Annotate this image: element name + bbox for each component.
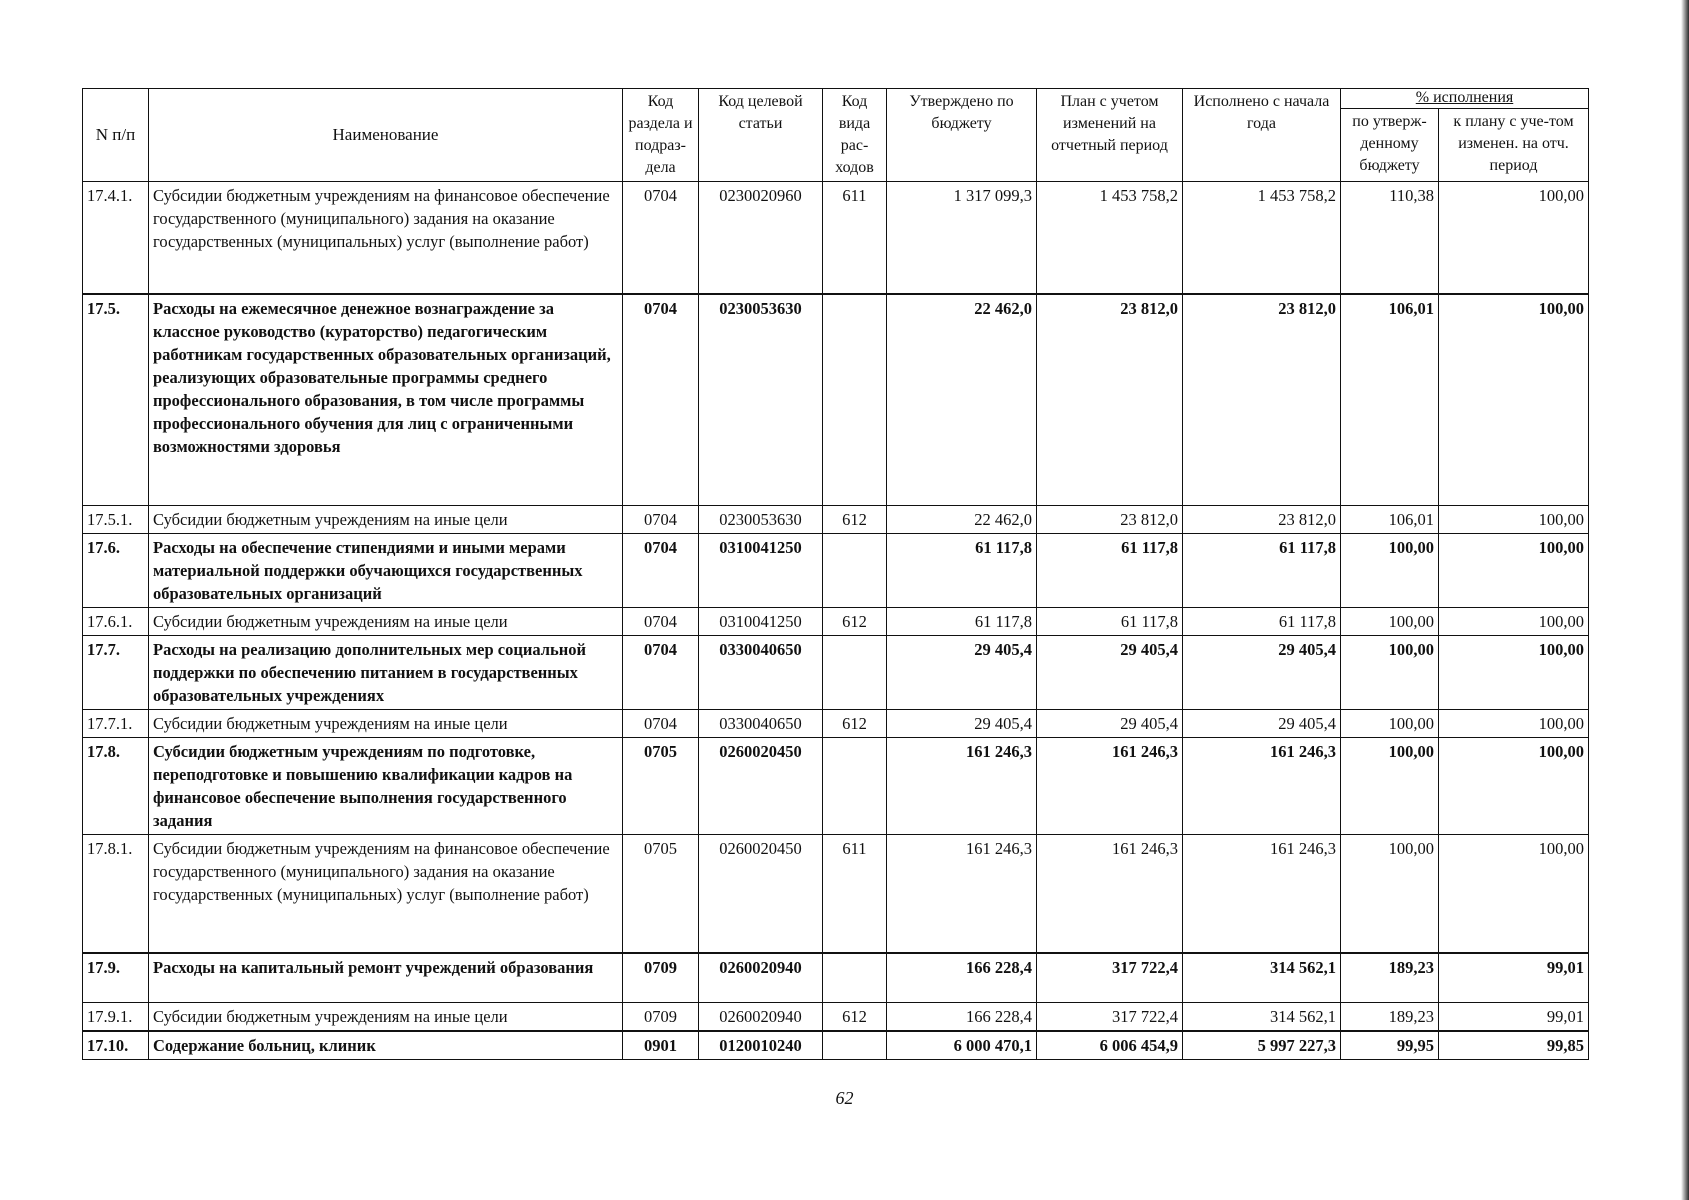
cell-tselevoy: 0260020450	[699, 738, 823, 835]
cell-razdel: 0704	[623, 294, 699, 506]
cell-no: 17.6.	[83, 534, 149, 608]
cell-ispolneno: 5 997 227,3	[1183, 1031, 1341, 1060]
col-header-utverzhdeno: Утверждено по бюджету	[887, 89, 1037, 182]
cell-name: Субсидии бюджетным учреждениям на иные цели	[149, 506, 623, 534]
cell-pct-budget: 100,00	[1341, 608, 1439, 636]
cell-pct-budget: 106,01	[1341, 506, 1439, 534]
cell-tselevoy: 0230053630	[699, 294, 823, 506]
cell-ispolneno: 23 812,0	[1183, 294, 1341, 506]
cell-no: 17.4.1.	[83, 182, 149, 294]
cell-no: 17.9.1.	[83, 1003, 149, 1032]
cell-name: Расходы на реализацию дополнительных мер социальной поддержки по обеспечению питанием в государственных образовательных учреждениях	[149, 636, 623, 710]
cell-razdel: 0704	[623, 710, 699, 738]
cell-tselevoy: 0260020940	[699, 1003, 823, 1032]
cell-razdel: 0704	[623, 182, 699, 294]
cell-name: Субсидии бюджетным учреждениям на иные цели	[149, 710, 623, 738]
cell-ispolneno: 314 562,1	[1183, 953, 1341, 1003]
col-header-name: Наименование	[149, 89, 623, 182]
cell-pct-budget: 100,00	[1341, 710, 1439, 738]
cell-vid: 612	[823, 608, 887, 636]
cell-utverzhdeno: 29 405,4	[887, 710, 1037, 738]
table-header	[83, 89, 1589, 182]
cell-name: Расходы на капитальный ремонт учреждений образования	[149, 953, 623, 1003]
pct-group-label: % исполнения	[1415, 89, 1514, 106]
cell-vid: 611	[823, 835, 887, 953]
cell-utverzhdeno: 161 246,3	[887, 835, 1037, 953]
cell-no: 17.9.	[83, 953, 149, 1003]
cell-tselevoy: 0260020940	[699, 953, 823, 1003]
cell-tselevoy: 0330040650	[699, 710, 823, 738]
cell-pct-plan: 100,00	[1439, 835, 1589, 953]
cell-razdel: 0704	[623, 534, 699, 608]
cell-vid	[823, 534, 887, 608]
cell-razdel: 0705	[623, 738, 699, 835]
table-row	[83, 182, 1589, 294]
cell-pct-plan: 99,01	[1439, 1003, 1589, 1032]
col-header-pct-group	[1341, 89, 1589, 109]
cell-name: Расходы на обеспечение стипендиями и иными мерами материальной поддержки обучающихся государственных образовательных организаций	[149, 534, 623, 608]
cell-name: Субсидии бюджетным учреждениям по подготовке, переподготовке и повышению квалификации кадров на финансовое обеспечение выполнения государственного задания	[149, 738, 623, 835]
col-header-pct-budget: по утверж-денному бюджету	[1341, 108, 1439, 181]
cell-no: 17.5.	[83, 294, 149, 506]
col-header-ispolneno: Исполнено с начала года	[1183, 89, 1341, 182]
cell-pct-budget: 106,01	[1341, 294, 1439, 506]
cell-pct-plan: 100,00	[1439, 506, 1589, 534]
cell-pct-budget: 110,38	[1341, 182, 1439, 294]
col-header-tselevoy: Код целевой статьи	[699, 89, 823, 182]
document-page	[82, 88, 1588, 1060]
page-number: 62	[835, 1088, 854, 1108]
cell-vid: 612	[823, 1003, 887, 1032]
cell-pct-budget: 99,95	[1341, 1031, 1439, 1060]
cell-utverzhdeno: 29 405,4	[887, 636, 1037, 710]
cell-razdel: 0704	[623, 506, 699, 534]
cell-pct-plan: 100,00	[1439, 534, 1589, 608]
cell-pct-budget: 100,00	[1341, 534, 1439, 608]
cell-utverzhdeno: 6 000 470,1	[887, 1031, 1037, 1060]
cell-pct-budget: 189,23	[1341, 1003, 1439, 1032]
cell-ispolneno: 29 405,4	[1183, 710, 1341, 738]
cell-ispolneno: 23 812,0	[1183, 506, 1341, 534]
cell-tselevoy: 0120010240	[699, 1031, 823, 1060]
cell-no: 17.7.	[83, 636, 149, 710]
col-header-vid: Код вида рас-ходов	[823, 89, 887, 182]
table-row	[83, 506, 1589, 534]
cell-pct-plan: 100,00	[1439, 738, 1589, 835]
col-header-plan: План с учетом изменений на отчетный период	[1037, 89, 1183, 182]
cell-utverzhdeno: 166 228,4	[887, 1003, 1037, 1032]
cell-vid	[823, 738, 887, 835]
cell-razdel: 0901	[623, 1031, 699, 1060]
cell-pct-budget: 100,00	[1341, 636, 1439, 710]
cell-utverzhdeno: 22 462,0	[887, 294, 1037, 506]
cell-ispolneno: 61 117,8	[1183, 608, 1341, 636]
col-header-razdel: Код раздела и подраз-дела	[623, 89, 699, 182]
table-body	[83, 182, 1589, 1060]
cell-razdel: 0704	[623, 608, 699, 636]
table-row	[83, 636, 1589, 710]
cell-pct-plan: 100,00	[1439, 710, 1589, 738]
table-row	[83, 835, 1589, 953]
col-header-pct-plan: к плану с уче-том изменен. на отч. период	[1439, 108, 1589, 181]
cell-utverzhdeno: 166 228,4	[887, 953, 1037, 1003]
cell-vid	[823, 953, 887, 1003]
cell-vid	[823, 294, 887, 506]
cell-plan: 29 405,4	[1037, 636, 1183, 710]
cell-vid: 612	[823, 506, 887, 534]
table-row	[83, 953, 1589, 1003]
cell-ispolneno: 161 246,3	[1183, 738, 1341, 835]
cell-no: 17.10.	[83, 1031, 149, 1060]
cell-name: Субсидии бюджетным учреждениям на иные цели	[149, 1003, 623, 1032]
cell-ispolneno: 61 117,8	[1183, 534, 1341, 608]
cell-utverzhdeno: 61 117,8	[887, 534, 1037, 608]
cell-no: 17.5.1.	[83, 506, 149, 534]
cell-ispolneno: 314 562,1	[1183, 1003, 1341, 1032]
cell-plan: 1 453 758,2	[1037, 182, 1183, 294]
scan-edge-shadow	[1681, 0, 1689, 1200]
cell-pct-plan: 100,00	[1439, 608, 1589, 636]
cell-name: Содержание больниц, клиник	[149, 1031, 623, 1060]
cell-ispolneno: 1 453 758,2	[1183, 182, 1341, 294]
cell-razdel: 0709	[623, 953, 699, 1003]
cell-pct-budget: 189,23	[1341, 953, 1439, 1003]
table-row	[83, 1003, 1589, 1032]
cell-tselevoy: 0230053630	[699, 506, 823, 534]
cell-pct-plan: 100,00	[1439, 294, 1589, 506]
cell-name: Расходы на ежемесячное денежное вознаграждение за классное руководство (кураторство) педагогическим работникам государственных образовательных организаций, реализующих образовательные программы среднего профессионального образования, в том числе программы профессионального обучения для лиц с ограниченными возможностями здоровья	[149, 294, 623, 506]
cell-pct-budget: 100,00	[1341, 835, 1439, 953]
cell-plan: 317 722,4	[1037, 953, 1183, 1003]
cell-plan: 6 006 454,9	[1037, 1031, 1183, 1060]
cell-tselevoy: 0230020960	[699, 182, 823, 294]
cell-no: 17.7.1.	[83, 710, 149, 738]
table-row	[83, 738, 1589, 835]
cell-pct-budget: 100,00	[1341, 738, 1439, 835]
budget-execution-table	[82, 88, 1589, 1060]
cell-tselevoy: 0310041250	[699, 534, 823, 608]
cell-no: 17.6.1.	[83, 608, 149, 636]
col-header-no: N п/п	[83, 89, 149, 182]
table-row	[83, 608, 1589, 636]
cell-tselevoy: 0330040650	[699, 636, 823, 710]
table-row	[83, 294, 1589, 506]
cell-name: Субсидии бюджетным учреждениям на финансовое обеспечение государственного (муниципального) задания на оказание государственных (муниципальных) услуг (выполнение работ)	[149, 182, 623, 294]
cell-no: 17.8.	[83, 738, 149, 835]
cell-razdel: 0705	[623, 835, 699, 953]
cell-ispolneno: 29 405,4	[1183, 636, 1341, 710]
cell-pct-plan: 99,85	[1439, 1031, 1589, 1060]
cell-razdel: 0704	[623, 636, 699, 710]
cell-utverzhdeno: 1 317 099,3	[887, 182, 1037, 294]
table-row	[83, 534, 1589, 608]
cell-name: Субсидии бюджетным учреждениям на финансовое обеспечение государственного (муниципального) задания на оказание государственных (муниципальных) услуг (выполнение работ)	[149, 835, 623, 953]
cell-utverzhdeno: 161 246,3	[887, 738, 1037, 835]
cell-vid: 612	[823, 710, 887, 738]
cell-vid: 611	[823, 182, 887, 294]
cell-plan: 29 405,4	[1037, 710, 1183, 738]
cell-ispolneno: 161 246,3	[1183, 835, 1341, 953]
cell-utverzhdeno: 61 117,8	[887, 608, 1037, 636]
cell-pct-plan: 100,00	[1439, 182, 1589, 294]
table-row	[83, 1031, 1589, 1060]
cell-plan: 23 812,0	[1037, 294, 1183, 506]
cell-tselevoy: 0310041250	[699, 608, 823, 636]
cell-plan: 23 812,0	[1037, 506, 1183, 534]
cell-vid	[823, 1031, 887, 1060]
cell-name: Субсидии бюджетным учреждениям на иные цели	[149, 608, 623, 636]
cell-razdel: 0709	[623, 1003, 699, 1032]
cell-plan: 317 722,4	[1037, 1003, 1183, 1032]
cell-no: 17.8.1.	[83, 835, 149, 953]
cell-plan: 161 246,3	[1037, 835, 1183, 953]
cell-pct-plan: 99,01	[1439, 953, 1589, 1003]
cell-plan: 61 117,8	[1037, 608, 1183, 636]
table-row	[83, 710, 1589, 738]
cell-vid	[823, 636, 887, 710]
cell-pct-plan: 100,00	[1439, 636, 1589, 710]
cell-utverzhdeno: 22 462,0	[887, 506, 1037, 534]
cell-plan: 61 117,8	[1037, 534, 1183, 608]
cell-tselevoy: 0260020450	[699, 835, 823, 953]
cell-plan: 161 246,3	[1037, 738, 1183, 835]
